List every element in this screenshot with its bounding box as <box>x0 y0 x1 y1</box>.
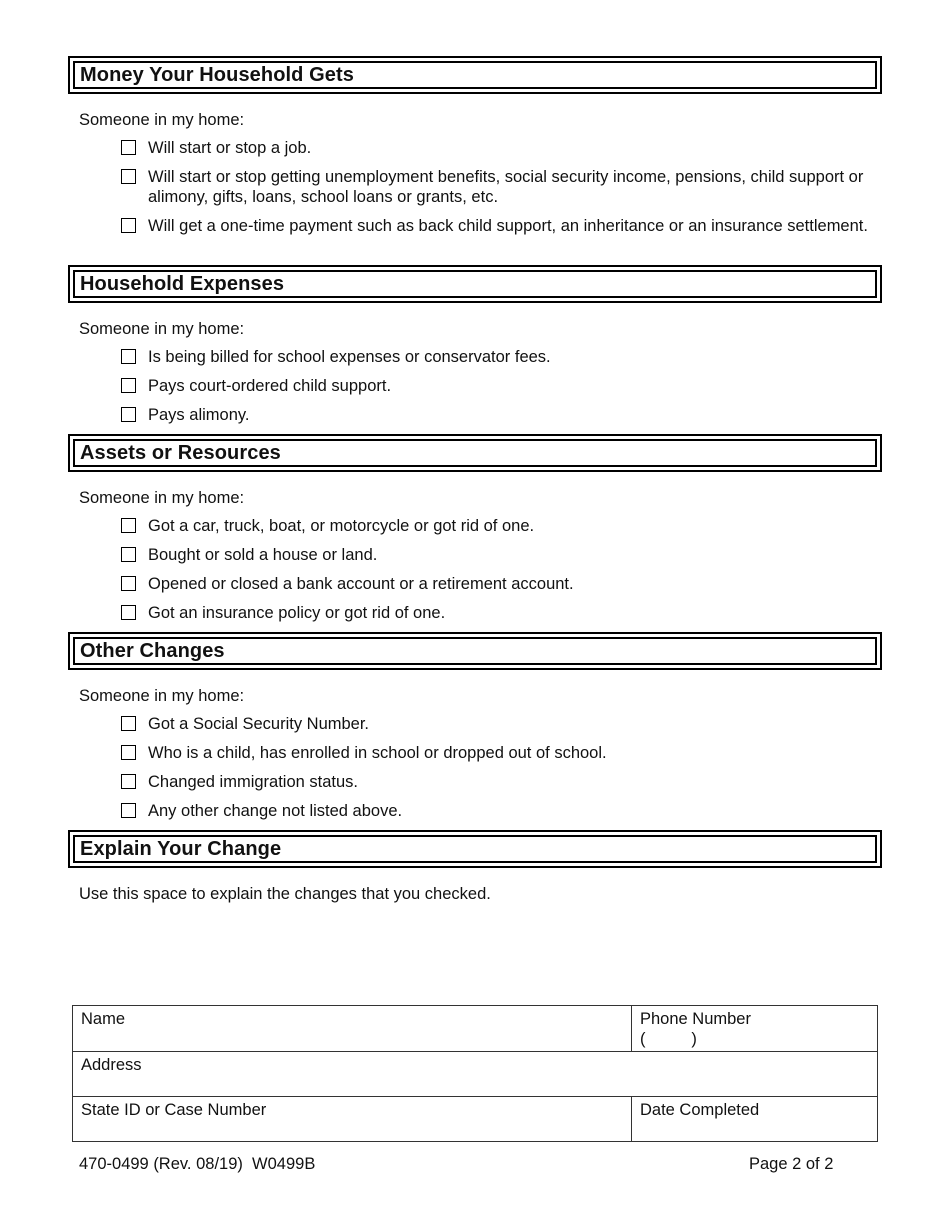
checkbox-label: Pays alimony. <box>148 406 250 424</box>
address-label: Address <box>81 1056 142 1074</box>
checkbox-label: Will start or stop getting unemployment benefits, social security income, pensions, child support or alimony, gifts, loans, school loans or grants, etc. <box>148 168 864 206</box>
checkbox-item-benefits-income[interactable] <box>121 167 881 207</box>
checkbox[interactable] <box>121 745 136 760</box>
date-completed-field[interactable] <box>632 1097 877 1142</box>
checkbox-label: Got a car, truck, boat, or motorcycle or got rid of one. <box>148 517 535 535</box>
name-label: Name <box>81 1010 126 1028</box>
checkbox-item-child-support[interactable] <box>121 376 881 396</box>
checkbox[interactable] <box>121 716 136 731</box>
checkbox[interactable] <box>121 576 136 591</box>
section-title-expenses: Household Expenses <box>73 270 877 298</box>
checkbox-item-start-stop-job[interactable] <box>121 138 881 158</box>
checkbox-item-school-enrollment[interactable] <box>121 743 881 763</box>
checkbox[interactable] <box>121 547 136 562</box>
phone-number-label: Phone Number <box>640 1010 751 1028</box>
explain-text-area[interactable] <box>79 902 879 998</box>
checkbox-item-immigration-status[interactable] <box>121 772 881 792</box>
section-intro-money: Someone in my home: <box>79 111 245 129</box>
section-header-explain <box>68 830 882 868</box>
section-header-other <box>68 632 882 670</box>
checkbox[interactable] <box>121 140 136 155</box>
checkbox-label: Changed immigration status. <box>148 773 359 791</box>
section-title-other: Other Changes <box>73 637 877 665</box>
checkbox-label: Any other change not listed above. <box>148 802 403 820</box>
checkbox[interactable] <box>121 218 136 233</box>
checkbox-item-house-land[interactable] <box>121 545 881 565</box>
address-field[interactable] <box>73 1052 877 1096</box>
checkbox-label: Bought or sold a house or land. <box>148 546 378 564</box>
checkbox-label: Will start or stop a job. <box>148 139 312 157</box>
page-number: Page 2 of 2 <box>749 1155 834 1173</box>
checkbox-label: Got a Social Security Number. <box>148 715 370 733</box>
checkbox-item-bank-account[interactable] <box>121 574 881 594</box>
form-number: 470-0499 (Rev. 08/19) W0499B <box>79 1155 316 1173</box>
section-intro-expenses: Someone in my home: <box>79 320 245 338</box>
checkbox-item-other-change[interactable] <box>121 801 881 821</box>
phone-number-field[interactable] <box>632 1006 877 1051</box>
state-id-label: State ID or Case Number <box>81 1101 267 1119</box>
checkbox-label: Opened or closed a bank account or a retirement account. <box>148 575 574 593</box>
checkbox-label: Is being billed for school expenses or conservator fees. <box>148 348 551 366</box>
checkbox[interactable] <box>121 518 136 533</box>
checkbox-item-ssn[interactable] <box>121 714 881 734</box>
name-field[interactable] <box>73 1006 631 1051</box>
section-header-expenses <box>68 265 882 303</box>
checkbox-label: Will get a one-time payment such as back child support, an inheritance or an insurance settlement. <box>148 217 868 235</box>
checkbox[interactable] <box>121 605 136 620</box>
checkbox[interactable] <box>121 803 136 818</box>
state-id-field[interactable] <box>73 1097 631 1142</box>
checkbox-item-insurance-policy[interactable] <box>121 603 881 623</box>
section-title-money: Money Your Household Gets <box>73 61 877 89</box>
checkbox[interactable] <box>121 407 136 422</box>
checkbox[interactable] <box>121 378 136 393</box>
checkbox-item-one-time-payment[interactable] <box>121 216 881 236</box>
checkbox[interactable] <box>121 349 136 364</box>
date-completed-label: Date Completed <box>640 1101 760 1119</box>
section-title-explain: Explain Your Change <box>73 835 877 863</box>
checkbox[interactable] <box>121 169 136 184</box>
section-intro-explain: Use this space to explain the changes that you checked. <box>79 885 491 903</box>
checkbox-label: Got an insurance policy or got rid of one. <box>148 604 446 622</box>
phone-area-code-parens: ( ) <box>640 1030 697 1048</box>
section-header-assets <box>68 434 882 472</box>
checkbox-label: Who is a child, has enrolled in school or dropped out of school. <box>148 744 607 762</box>
checkbox[interactable] <box>121 774 136 789</box>
section-intro-other: Someone in my home: <box>79 687 245 705</box>
section-intro-assets: Someone in my home: <box>79 489 245 507</box>
checkbox-item-alimony[interactable] <box>121 405 881 425</box>
section-header-money <box>68 56 882 94</box>
checkbox-item-vehicle[interactable] <box>121 516 881 536</box>
contact-info-table <box>72 1005 878 1142</box>
checkbox-label: Pays court-ordered child support. <box>148 377 392 395</box>
checkbox-item-school-expenses[interactable] <box>121 347 881 367</box>
section-title-assets: Assets or Resources <box>73 439 877 467</box>
